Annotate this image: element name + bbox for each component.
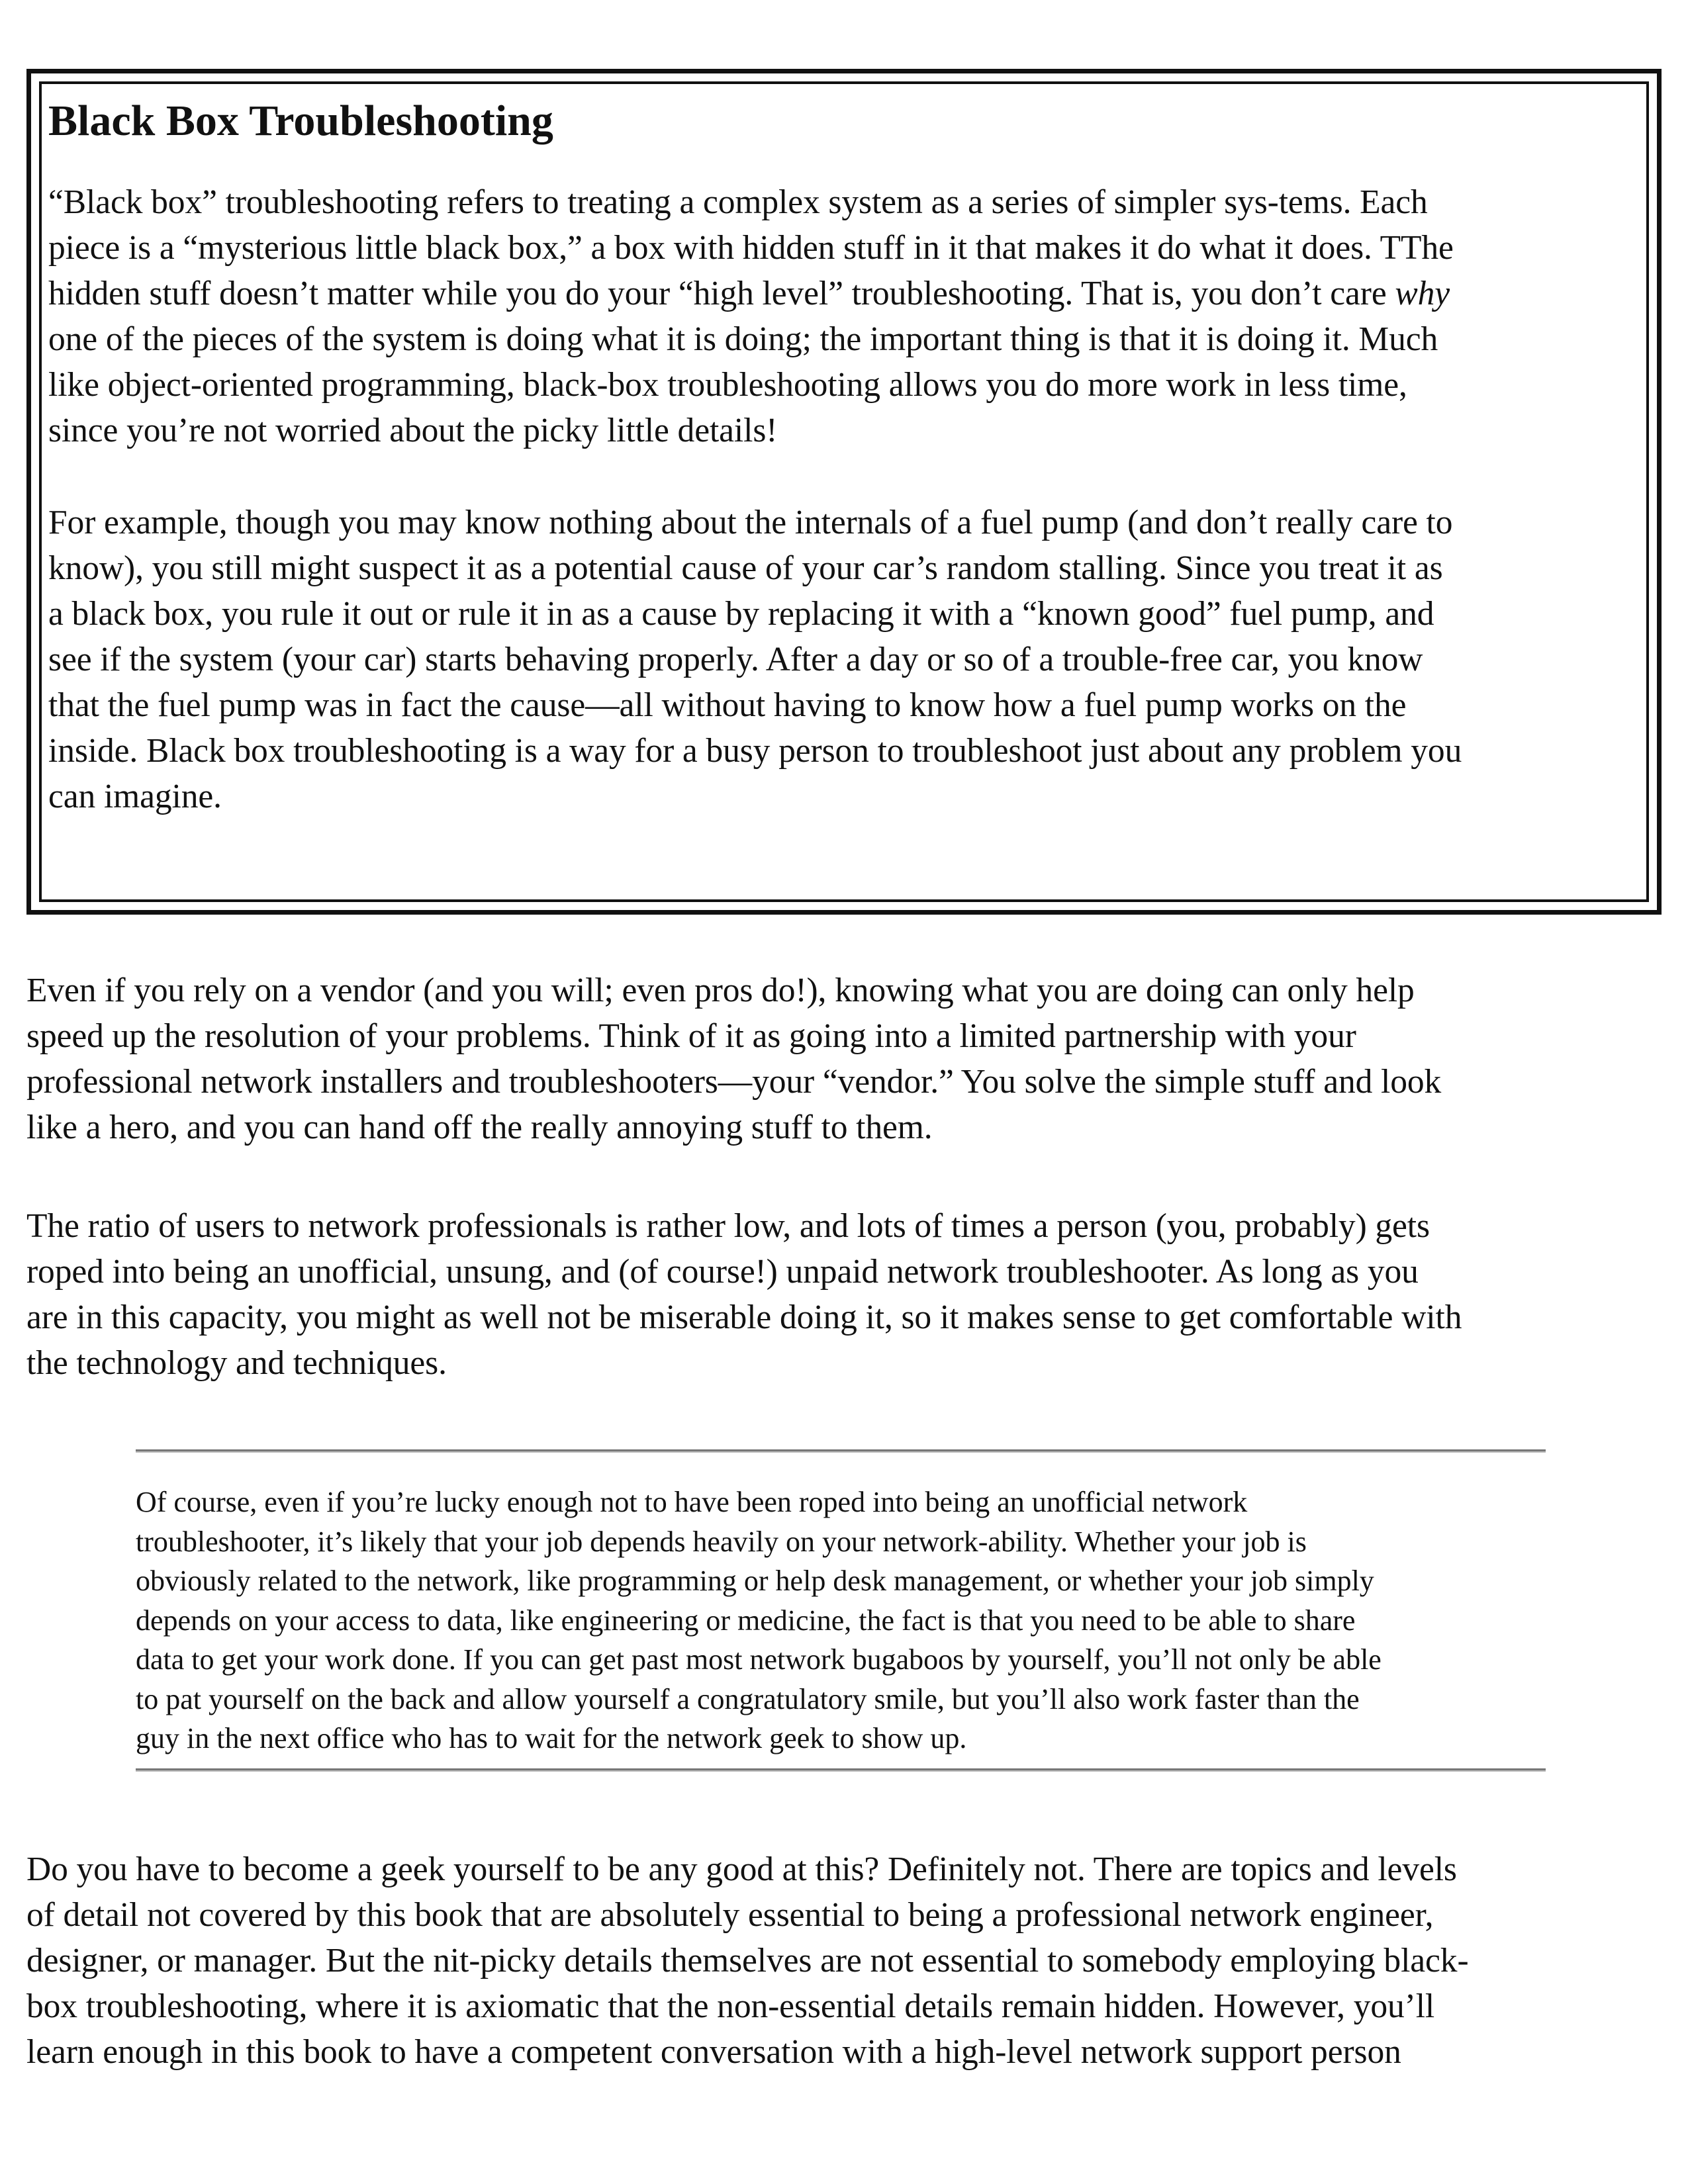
body-p3-line: Do you have to become a geek yourself to be any good at this? Definitely not. There are topics and levels <box>26 1850 1457 1888</box>
body-p1-line: like a hero, and you can hand off the really annoying stuff to them. <box>26 1109 933 1146</box>
body-p1-line: Even if you rely on a vendor (and you will; even pros do!), knowing what you are doing can only help <box>26 972 1415 1009</box>
body-p2-line: roped into being an unofficial, unsung, and (of course!) unpaid network troubleshooter. As long as you <box>26 1253 1419 1291</box>
sidebar-p1-line: since you’re not worried about the picky little details! <box>48 411 778 449</box>
note-line: to pat yourself on the back and allow yourself a congratulatory smile, but you’ll also work faster than the <box>136 1682 1360 1715</box>
sidebar-p2-line: know), you still might suspect it as a potential cause of your car’s random stalling. Since you treat it as <box>48 549 1443 587</box>
note-line: guy in the next office who has to wait for the network geek to show up. <box>136 1722 967 1754</box>
sidebar-p2-line: can imagine. <box>48 777 222 815</box>
body-p3-line: of detail not covered by this book that are absolutely essential to being a professional network engineer, <box>26 1896 1434 1934</box>
sidebar-title: Black Box Troubleshooting <box>48 97 553 145</box>
sidebar-p1-line <box>48 271 1646 316</box>
body-paragraph-2 <box>26 1203 1668 1386</box>
sidebar-paragraph-1 <box>48 179 1646 453</box>
note-line: troubleshooter, it’s likely that your job depends heavily on your network-ability. Whether your job is <box>136 1525 1307 1558</box>
sidebar-box-inner <box>39 81 1649 902</box>
body-p3-line: designer, or manager. But the nit-picky details themselves are not essential to somebody employing black- <box>26 1942 1469 1979</box>
sidebar-p2-line: that the fuel pump was in fact the cause—all without having to know how a fuel pump works on the <box>48 686 1407 724</box>
sidebar-p2-line: inside. Black box troubleshooting is a way for a busy person to troubleshoot just about any problem you <box>48 731 1462 770</box>
note-bottom-rule <box>136 1768 1546 1772</box>
note-block <box>136 1449 1546 1774</box>
body-p2-line: The ratio of users to network professionals is rather low, and lots of times a person (you, probably) gets <box>26 1207 1430 1245</box>
body-p3-line: learn enough in this book to have a competent conversation with a high-level network support person <box>26 2033 1401 2071</box>
body-p1-line: speed up the resolution of your problems. Think of it as going into a limited partnership with your <box>26 1017 1356 1055</box>
sidebar-p1-emphasis: why <box>1395 274 1450 312</box>
sidebar-p2-line: see if the system (your car) starts behaving properly. After a day or so of a trouble-free car, you know <box>48 640 1423 678</box>
body-p3-line: box troubleshooting, where it is axiomatic that the non-essential details remain hidden. However, you’ll <box>26 1987 1435 2025</box>
note-line: data to get your work done. If you can get past most network bugaboos by yourself, you’ll not only be able <box>136 1643 1382 1676</box>
note-line: Of course, even if you’re lucky enough not to have been roped into being an unofficial network <box>136 1486 1248 1518</box>
note-line: obviously related to the network, like programming or help desk management, or whether your job simply <box>136 1565 1374 1597</box>
note-line: depends on your access to data, like engineering or medicine, the fact is that you need to be able to share <box>136 1604 1356 1637</box>
sidebar-p2-line: a black box, you rule it out or rule it in as a cause by replacing it with a “known good” fuel pump, and <box>48 594 1434 633</box>
sidebar-paragraph-2 <box>48 500 1646 819</box>
body-paragraph-1 <box>26 968 1668 1150</box>
body-paragraph-3 <box>26 1846 1668 2075</box>
body-p2-line: are in this capacity, you might as well not be miserable doing it, so it makes sense to get comfortable with <box>26 1298 1462 1336</box>
sidebar-p1-line-text: hidden stuff doesn’t matter while you do your “high level” troubleshooting. That is, you don’t care <box>48 274 1395 312</box>
body-p2-line: the technology and techniques. <box>26 1344 447 1382</box>
sidebar-p2-line: For example, though you may know nothing about the internals of a fuel pump (and don’t really care to <box>48 503 1453 541</box>
sidebar-p1-line: piece is a “mysterious little black box,” a box with hidden stuff in it that makes it do what it does. TThe <box>48 228 1454 267</box>
note-text <box>136 1482 1546 1758</box>
note-top-rule <box>136 1449 1546 1453</box>
body-p1-line: professional network installers and troubleshooters—your “vendor.” You solve the simple stuff and look <box>26 1063 1442 1101</box>
sidebar-box <box>26 69 1662 915</box>
sidebar-p1-line: one of the pieces of the system is doing what it is doing; the important thing is that it is doing it. Much <box>48 320 1438 358</box>
sidebar-p1-line: “Black box” troubleshooting refers to treating a complex system as a series of simpler sys-tems. Each <box>48 183 1428 221</box>
sidebar-p1-line: like object-oriented programming, black-box troubleshooting allows you do more work in less time, <box>48 365 1407 404</box>
